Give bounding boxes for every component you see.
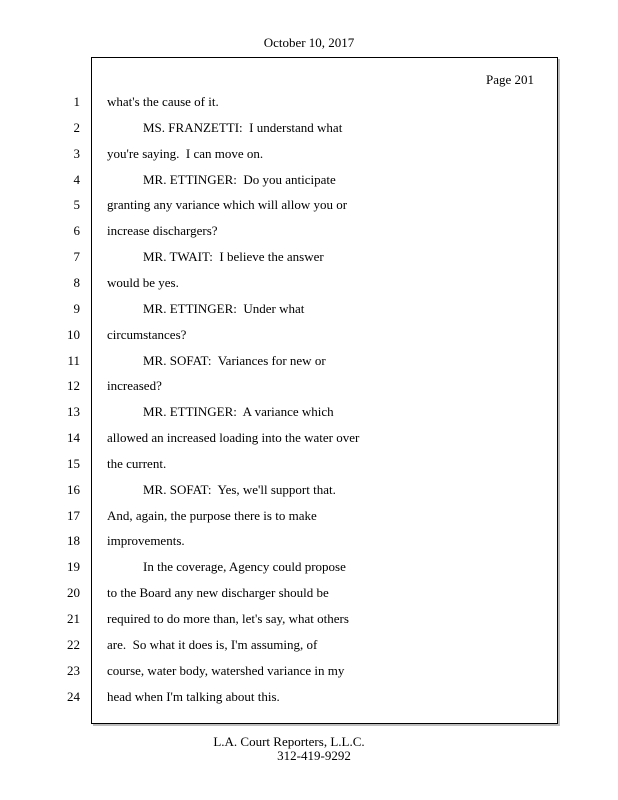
line-number: 19 [67, 559, 80, 575]
line-number: 3 [73, 145, 80, 161]
line-number: 9 [73, 300, 80, 316]
court-reporter-name: L.A. Court Reporters, L.L.C. [213, 734, 365, 749]
transcript-line: And, again, the purpose there is to make [107, 507, 317, 523]
transcript-line: MS. FRANZETTI: I understand what [143, 119, 343, 135]
transcript-line: increased? [107, 378, 162, 394]
line-number: 23 [67, 662, 80, 678]
transcript-date: October 10, 2017 [263, 35, 355, 50]
transcript-line: circumstances? [107, 326, 187, 342]
transcript-line: required to do more than, let's say, what others [107, 611, 349, 626]
transcript-line: increase dischargers? [107, 223, 218, 239]
transcript-line: course, water body, watershed variance in my [107, 662, 345, 678]
line-number: 13 [67, 404, 80, 420]
transcript-line: MR. SOFAT: Yes, we'll support that. [143, 481, 336, 497]
transcript-line: you're saying. I can move on. [107, 145, 264, 161]
transcript-line: are. So what it does is, I'm assuming, of [107, 636, 318, 652]
line-number: 16 [67, 481, 80, 497]
line-number: 14 [67, 430, 80, 446]
transcript-line: MR. ETTINGER: Do you anticipate [143, 171, 336, 187]
line-number: 21 [67, 611, 80, 626]
transcript-line: allowed an increased loading into the water over [107, 430, 360, 446]
line-number: 24 [67, 688, 80, 704]
line-number: 11 [67, 352, 80, 368]
line-number: 7 [73, 249, 80, 265]
transcript-line: improvements. [107, 533, 185, 549]
line-number: 4 [73, 171, 80, 187]
court-reporter-phone: 312-419-9292 [277, 748, 351, 763]
line-number: 5 [73, 197, 80, 213]
line-number: 20 [67, 585, 80, 601]
line-number: 6 [73, 223, 80, 239]
transcript-line: the current. [107, 455, 167, 471]
line-number: 12 [67, 378, 80, 394]
transcript-line: MR. ETTINGER: A variance which [143, 404, 334, 420]
transcript-line: MR. TWAIT: I believe the answer [143, 249, 324, 265]
line-number: 18 [67, 533, 80, 549]
line-number: 1 [73, 94, 80, 109]
line-number: 17 [67, 507, 80, 523]
transcript-line: would be yes. [107, 274, 179, 290]
line-number: 8 [73, 274, 80, 290]
transcript-line: MR. SOFAT: Variances for new or [143, 352, 326, 368]
transcript-line: granting any variance which will allow you or [107, 197, 348, 213]
transcript-line: head when I'm talking about this. [107, 688, 280, 704]
line-number: 2 [73, 119, 80, 135]
line-number: 10 [67, 326, 80, 342]
transcript-line: In the coverage, Agency could propose [143, 559, 346, 575]
line-number: 15 [67, 455, 80, 471]
transcript-line: to the Board any new discharger should be [107, 585, 329, 601]
line-number: 22 [67, 636, 80, 652]
transcript-line: what's the cause of it. [107, 94, 219, 109]
transcript-line: MR. ETTINGER: Under what [143, 300, 305, 316]
page-number: Page 201 [486, 72, 535, 87]
